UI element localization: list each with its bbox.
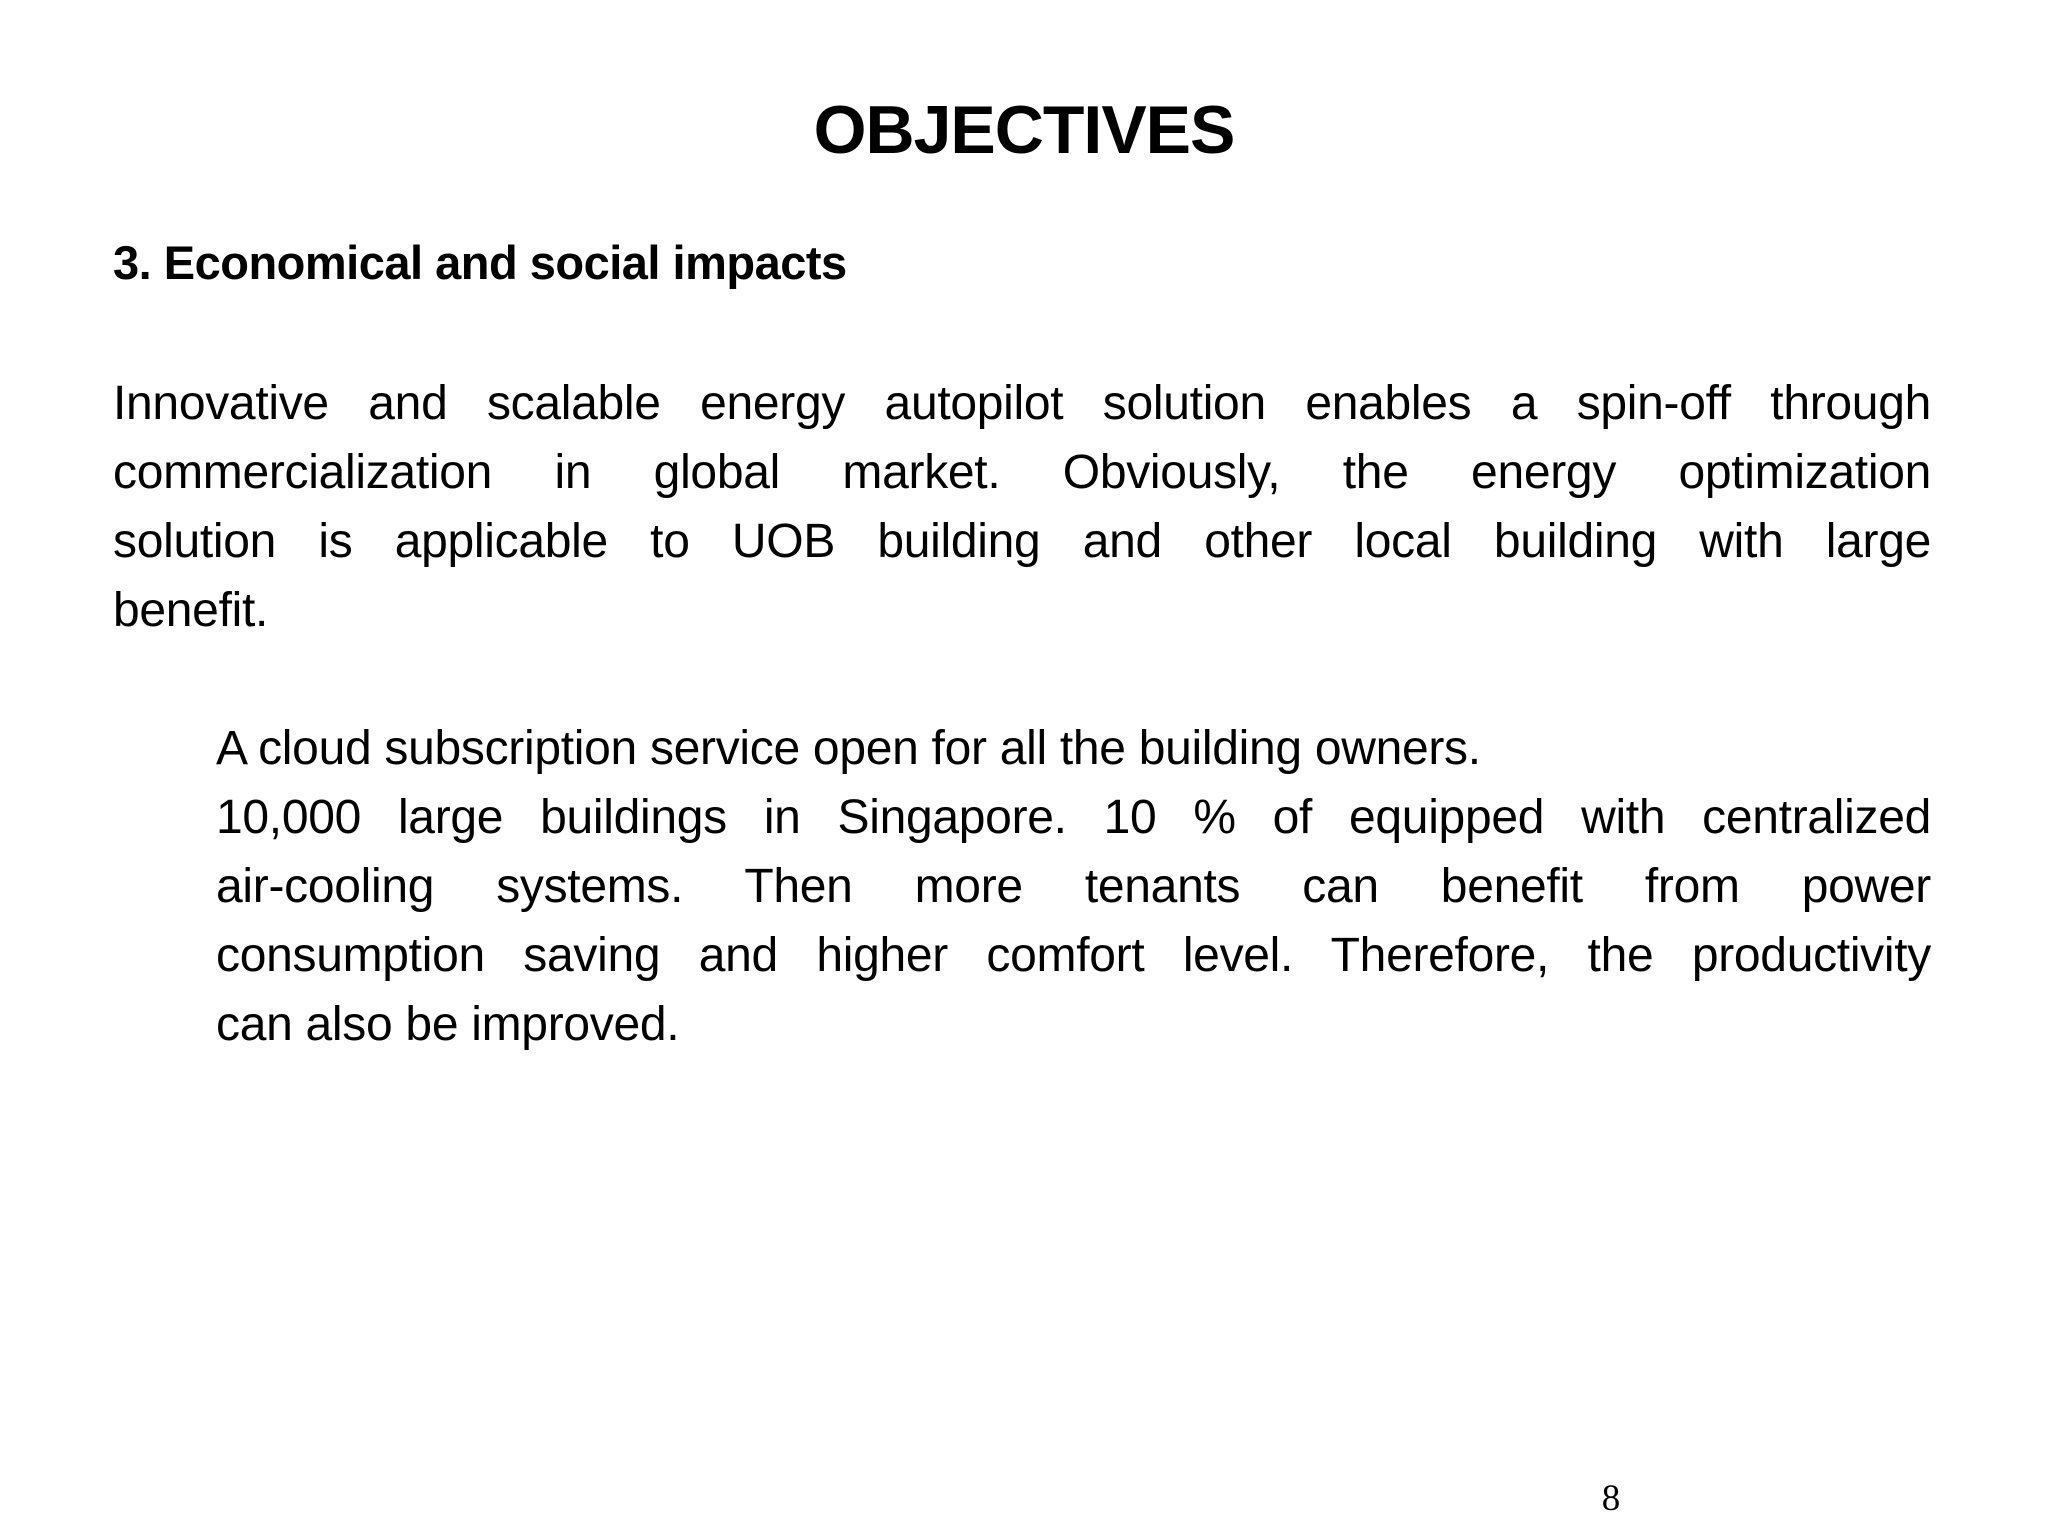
item-line: can also be improved. [216, 998, 680, 1051]
page-number: 8 [1601, 1478, 1621, 1519]
cloud-service-item [216, 714, 1931, 783]
paragraph-line: solution is applicable to UOB building and other local building with large [113, 515, 1931, 568]
item-line: consumption saving and higher comfort level. Therefore, the productivity [216, 929, 1931, 982]
impact-paragraph [113, 369, 1931, 645]
item-line: 10,000 large buildings in Singapore. 10 % of equipped with centralized [216, 791, 1931, 844]
paragraph-line: benefit. [113, 584, 269, 637]
item-line: air-cooling systems. Then more tenants can benefit from power [216, 860, 1931, 913]
singapore-buildings-item [216, 783, 1931, 1059]
paragraph-line: commercialization in global market. Obviously, the energy optimization [113, 446, 1931, 499]
section-heading: 3. Economical and social impacts [113, 236, 847, 289]
slide-title: OBJECTIVES [813, 92, 1235, 168]
paragraph-line: Innovative and scalable energy autopilot solution enables a spin-off through [113, 377, 1931, 430]
item-line: A cloud subscription service open for all the building owners. [216, 722, 1481, 775]
